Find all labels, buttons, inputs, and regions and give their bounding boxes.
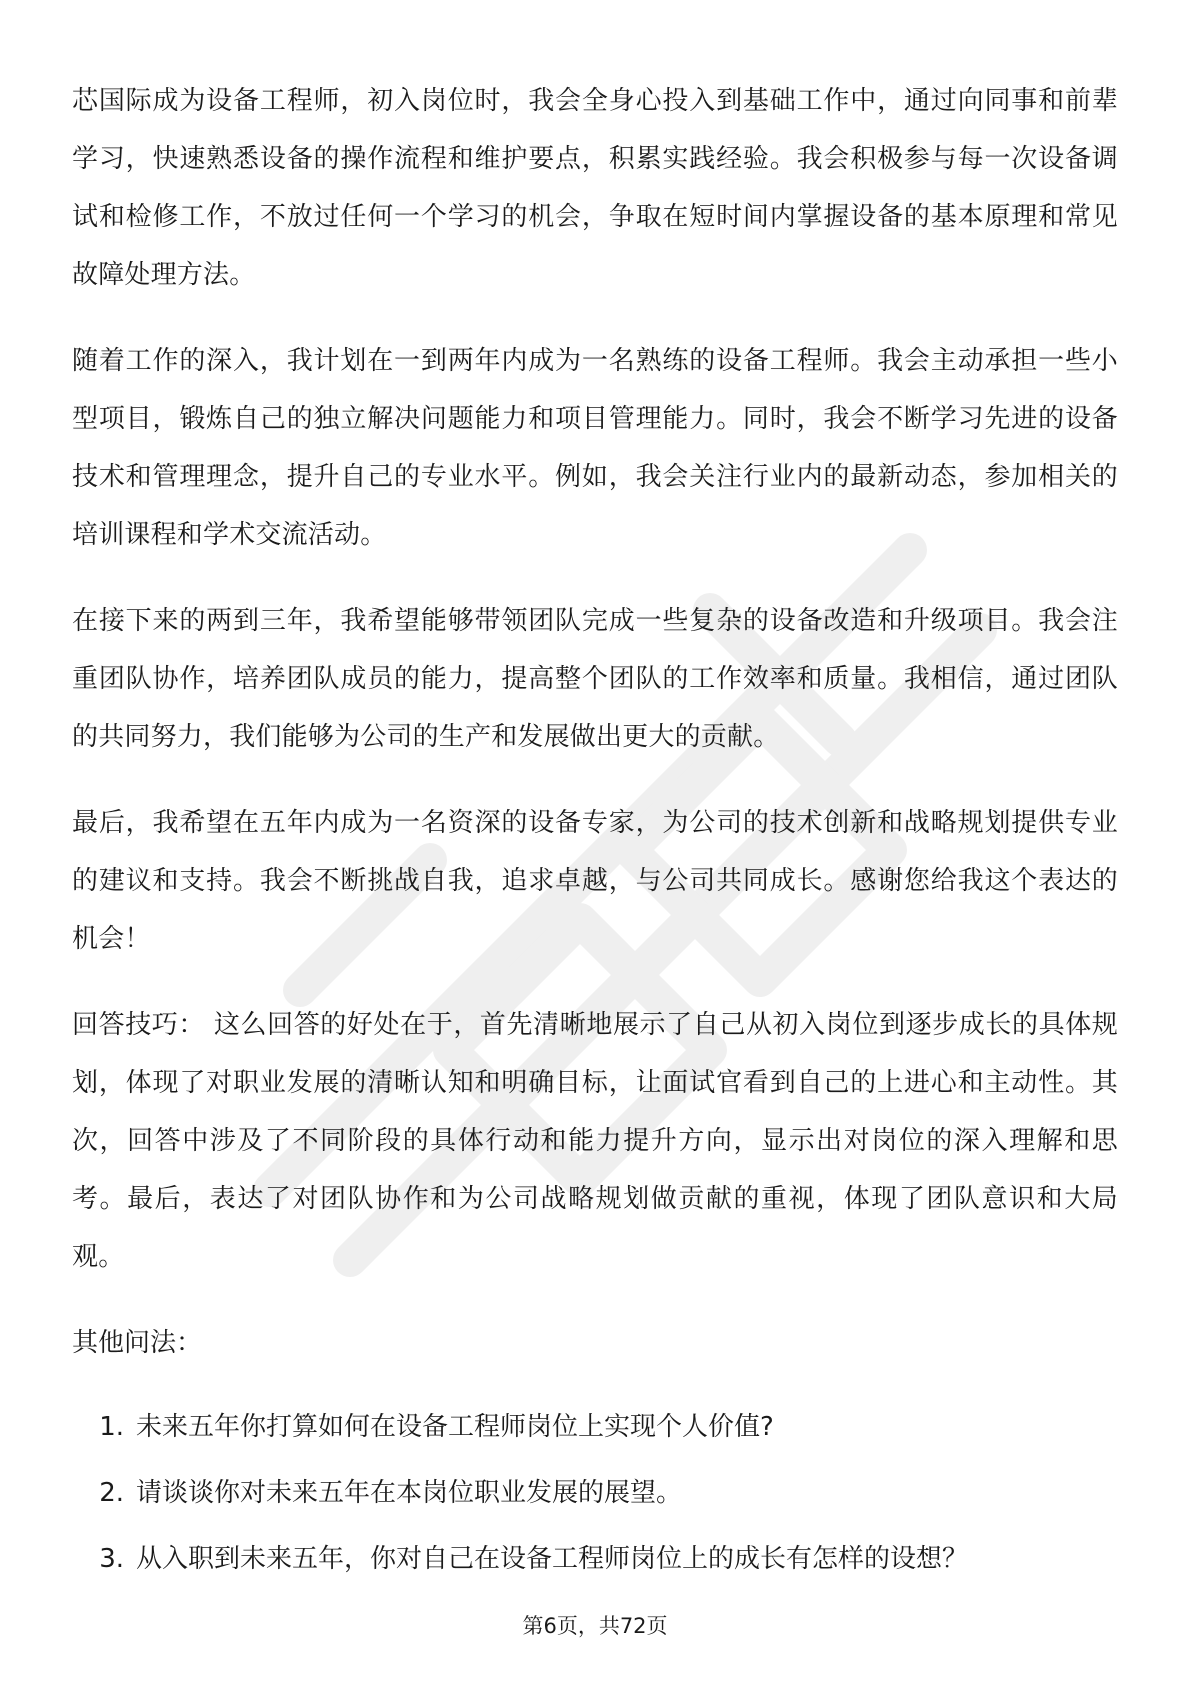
page-footer: 第6页，共72页	[522, 1614, 668, 1638]
paragraph-tips: 回答技巧： 这么回答的好处在于，首先清晰地展示了自己从初入岗位到逐步成长的具体规划，体现了对职业发展的清晰认知和明确目标，让面试官看到自己的上进心和主动性。其次，回答中涉及了不同阶段的具体行动和能力提升方向，显示出对岗位的深入理解和思考。最后，表达了对团队协作和为公司战略规划做贡献的重视，体现了团队意识和大局观。	[72, 1010, 1118, 1272]
list-item-text: 请谈谈你对未来五年在本岗位职业发展的展望。	[136, 1478, 683, 1508]
list-item	[72, 1398, 1118, 1456]
list-item-text: 未来五年你打算如何在设备工程师岗位上实现个人价值?	[136, 1412, 774, 1442]
main-content	[72, 72, 1118, 1596]
paragraph-final: 最后，我希望在五年内成为一名资深的设备专家，为公司的技术创新和战略规划提供专业的建议和支持。我会不断挑战自我，追求卓越，与公司共同成长。感谢您给我这个表达的机会！	[72, 808, 1118, 954]
list-item-number: 2.	[99, 1478, 124, 1508]
list-item-number: 3.	[99, 1544, 124, 1574]
paragraph-team: 在接下来的两到三年，我希望能够带领团队完成一些复杂的设备改造和升级项目。我会注重团队协作，培养团队成员的能力，提高整个团队的工作效率和质量。我相信，通过团队的共同努力，我们能够为公司的生产和发展做出更大的贡献。	[72, 606, 1118, 752]
other-questions-list	[72, 1398, 1118, 1588]
list-item-text: 从入职到未来五年，你对自己在设备工程师岗位上的成长有怎样的设想？	[136, 1544, 969, 1574]
list-item	[72, 1464, 1118, 1522]
paragraph-growth: 随着工作的深入，我计划在一到两年内成为一名熟练的设备工程师。我会主动承担一些小型项目，锻炼自己的独立解决问题能力和项目管理能力。同时，我会不断学习先进的设备技术和管理理念，提升自己的专业水平。例如，我会关注行业内的最新动态，参加相关的培训课程和学术交流活动。	[72, 346, 1118, 550]
list-item-number: 1.	[99, 1412, 124, 1442]
list-item	[72, 1530, 1118, 1588]
other-questions-heading: 其他问法：	[72, 1328, 203, 1358]
paragraph-intro: 芯国际成为设备工程师，初入岗位时，我会全身心投入到基础工作中，通过向同事和前辈学习，快速熟悉设备的操作流程和维护要点，积累实践经验。我会积极参与每一次设备调试和检修工作，不放过任何一个学习的机会，争取在短时间内掌握设备的基本原理和常见故障处理方法。	[72, 86, 1118, 290]
